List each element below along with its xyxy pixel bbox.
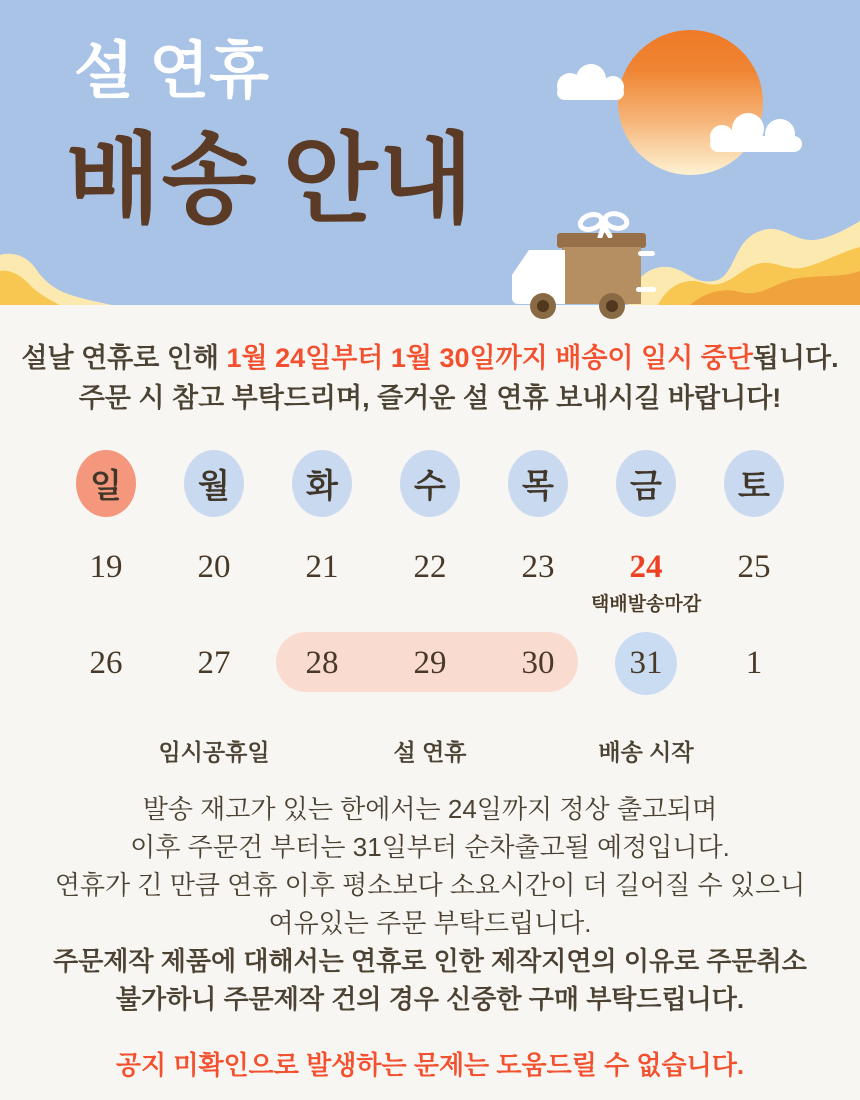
hero-banner	[0, 0, 860, 305]
weekday-chip-mon: 월	[184, 450, 244, 517]
body-line: 이후 주문건 부터는 31일부터 순차출고될 예정입니다.	[130, 832, 730, 862]
body-line: 여유있는 주문 부탁드립니다.	[268, 908, 592, 938]
calendar-cell	[592, 632, 700, 695]
calendar-cell	[376, 547, 484, 587]
weekday-chip-fri: 금	[616, 450, 676, 517]
wave-decoration-left	[0, 249, 112, 305]
calendar-cell	[484, 547, 592, 587]
page-title: 배송 안내	[66, 127, 475, 235]
calendar-cell	[268, 547, 376, 587]
calendar-cell	[160, 632, 268, 695]
date-1: 1	[745, 645, 763, 681]
delivery-truck-icon	[505, 212, 670, 322]
label-delivery-start: 배송 시작	[598, 739, 694, 765]
date-24-deadline: 24	[629, 548, 663, 585]
date-21: 21	[305, 548, 339, 585]
date-25: 25	[737, 548, 771, 585]
weekday-chip-tue: 화	[292, 450, 352, 517]
speed-line	[636, 287, 656, 292]
calendar-cell	[376, 632, 484, 695]
date-28-holiday: 28	[305, 645, 339, 681]
weekday-chip-thu: 목	[508, 450, 568, 517]
calendar-cell	[52, 632, 160, 695]
calendar-week-1	[52, 547, 808, 615]
body-line: 발송 재고가 있는 한에서는 24일까지 정상 출고되며	[142, 794, 718, 824]
weekday-chip-sun: 일	[76, 450, 136, 517]
calendar-week-2	[52, 632, 808, 692]
label-seol-holiday: 설 연휴	[393, 739, 467, 765]
date-26: 26	[89, 645, 123, 681]
speed-line	[638, 251, 655, 256]
notice-line1-post: 됩니다.	[752, 343, 839, 373]
calendar-cell	[484, 632, 592, 695]
notice-line-1	[0, 338, 860, 378]
calendar-cell	[52, 547, 160, 587]
weekday-chip-wed: 수	[400, 450, 460, 517]
date-23: 23	[521, 548, 555, 585]
notice-highlight: 1월 24일부터 1월 30일까지 배송이 일시 중단	[226, 343, 753, 373]
gift-box-icon	[562, 247, 641, 304]
gift-ribbon-icon	[574, 210, 634, 238]
date-31-delivery-start: 31	[629, 645, 663, 681]
calendar-cell	[268, 632, 376, 695]
calendar-cell	[590, 547, 702, 615]
date-22: 22	[413, 548, 447, 585]
body-text	[0, 790, 860, 1018]
calendar-cell	[160, 547, 268, 587]
date-20: 20	[197, 548, 231, 585]
notice-line1-pre: 설날 연휴로 인해	[21, 343, 227, 373]
truck-wheel-icon	[530, 293, 556, 319]
calendar	[52, 450, 808, 765]
weekday-row	[52, 450, 808, 517]
truck-wheel-icon	[599, 293, 625, 319]
cloud-icon	[550, 64, 642, 102]
date-31-chip	[615, 632, 677, 695]
date-30-holiday: 30	[521, 645, 555, 681]
date-19: 19	[89, 548, 123, 585]
date-27: 27	[197, 645, 231, 681]
body-bold-line: 주문제작 제품에 대해서는 연휴로 인한 제작지연의 이유로 주문취소	[53, 946, 807, 976]
body-line: 연휴가 긴 만큼 연휴 이후 평소보다 소요시간이 더 길어질 수 있으니	[54, 870, 806, 900]
weekday-chip-sat: 토	[724, 450, 784, 517]
cloud-icon	[700, 112, 812, 154]
notice-text	[0, 338, 860, 418]
calendar-label-row	[52, 734, 808, 765]
body-bold-line: 불가하니 주문제작 건의 경우 신중한 구매 부탁드립니다.	[115, 984, 745, 1014]
warning-text: 공지 미확인으로 발생하는 문제는 도움드릴 수 없습니다.	[115, 1050, 745, 1080]
date-29-holiday: 29	[413, 645, 447, 681]
shipping-deadline-note: 택배발송마감	[590, 594, 702, 615]
label-temp-holiday: 임시공휴일	[158, 739, 270, 765]
hero-subtitle: 설 연휴	[74, 38, 270, 106]
notice-line-2: 주문 시 참고 부탁드리며, 즐거운 설 연휴 보내시길 바랍니다!	[78, 383, 782, 413]
calendar-cell	[700, 547, 808, 587]
calendar-cell	[700, 632, 808, 695]
